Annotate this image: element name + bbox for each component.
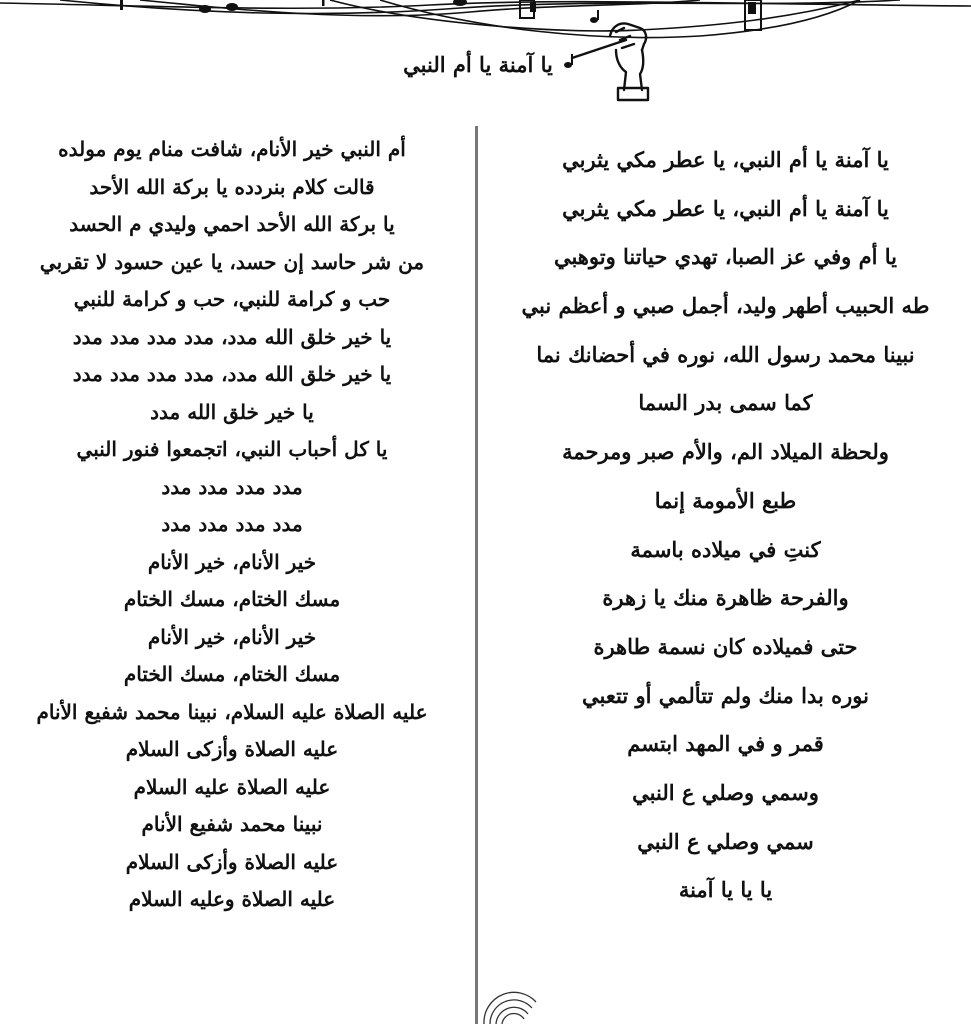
lyric-line: يا آمنة يا أم النبي، يا عطر مكي يثربي bbox=[562, 147, 889, 172]
lyric-line: ولحظة الميلاد الم، والأم صبر ومرحمة bbox=[562, 439, 889, 465]
lyric-line: قمر و في المهد ابتسم bbox=[627, 731, 824, 757]
lyric-line: طبع الأمومة إنما bbox=[654, 487, 797, 513]
lyric-line: نوره بدا منك ولم تتألمي أو تتعبي bbox=[582, 682, 869, 708]
lyric-line: حتى فميلاده كان نسمة طاهرة bbox=[593, 633, 858, 659]
lyric-line: عليه الصلاة عليه السلام bbox=[133, 774, 331, 799]
conductor-hand-baton-icon bbox=[560, 10, 660, 102]
column-divider bbox=[475, 126, 478, 1024]
lyric-line: يا يا يا آمنة bbox=[678, 877, 773, 903]
page-title: يا آمنة يا أم النبي bbox=[403, 52, 553, 77]
lyric-line: عليه الصلاة وعليه السلام bbox=[128, 887, 336, 911]
lyric-line: قالت كلام بنردده يا بركة الله الأحد bbox=[89, 174, 375, 199]
lyrics-column-right bbox=[480, 136, 971, 915]
lyric-line: خير الأنام، خير الأنام bbox=[147, 549, 317, 574]
lyric-line: كنتِ في ميلاده باسمة bbox=[630, 536, 821, 562]
lyric-line: يا أم وفي عز الصبا، تهدي حياتنا وتوهبي bbox=[553, 244, 898, 270]
lyric-line: سمي وصلي ع النبي bbox=[637, 828, 814, 854]
lyric-line: عليه الصلاة عليه السلام، نبينا محمد شفيع الأنام bbox=[36, 699, 428, 724]
vinyl-record-icon bbox=[478, 990, 538, 1024]
lyric-line: خير الأنام، خير الأنام bbox=[147, 624, 317, 649]
lyric-line: مسك الختام، مسك الختام bbox=[123, 662, 341, 686]
lyric-line: مدد مدد مدد مدد bbox=[161, 474, 303, 499]
lyric-line: مدد مدد مدد مدد bbox=[161, 512, 303, 536]
lyrics-column-left bbox=[0, 131, 470, 919]
lyric-line: مسك الختام، مسك الختام bbox=[123, 587, 341, 611]
lyric-line: نبينا محمد شفيع الأنام bbox=[141, 812, 323, 836]
lyric-line: وسمي وصلي ع النبي bbox=[632, 779, 819, 805]
lyric-line: أم النبي خير الأنام، شافت منام يوم مولده bbox=[58, 137, 406, 161]
lyric-line: والفرحة ظاهرة منك يا زهرة bbox=[602, 585, 849, 611]
lyric-line: يا خير خلق الله مدد bbox=[150, 399, 314, 424]
lyric-line: من شر حاسد إن حسد، يا عين حسود لا تقربي bbox=[39, 249, 425, 274]
lyric-line: حب و كرامة للنبي، حب و كرامة للنبي bbox=[73, 287, 391, 311]
lyric-line: كما سمى بدر السما bbox=[638, 390, 813, 416]
lyric-line: عليه الصلاة وأزكى السلام bbox=[125, 737, 339, 761]
lyric-line: يا بركة الله الأحد احمي وليدي م الحسد bbox=[69, 212, 395, 236]
lyric-line: طه الحبيب أطهر وليد، أجمل صبي و أعظم نبي bbox=[521, 293, 930, 319]
lyric-line: عليه الصلاة وأزكى السلام bbox=[125, 849, 339, 874]
lyric-line: يا كل أحباب النبي، اتجمعوا فنور النبي bbox=[76, 437, 388, 461]
lyric-line: يا خير خلق الله مدد، مدد مدد مدد مدد bbox=[72, 362, 392, 386]
lyric-line: نبينا محمد رسول الله، نوره في أحضانك نما bbox=[536, 341, 915, 367]
lyric-line: يا آمنة يا أم النبي، يا عطر مكي يثربي bbox=[562, 195, 889, 221]
lyric-line: يا خير خلق الله مدد، مدد مدد مدد مدد bbox=[72, 324, 392, 349]
